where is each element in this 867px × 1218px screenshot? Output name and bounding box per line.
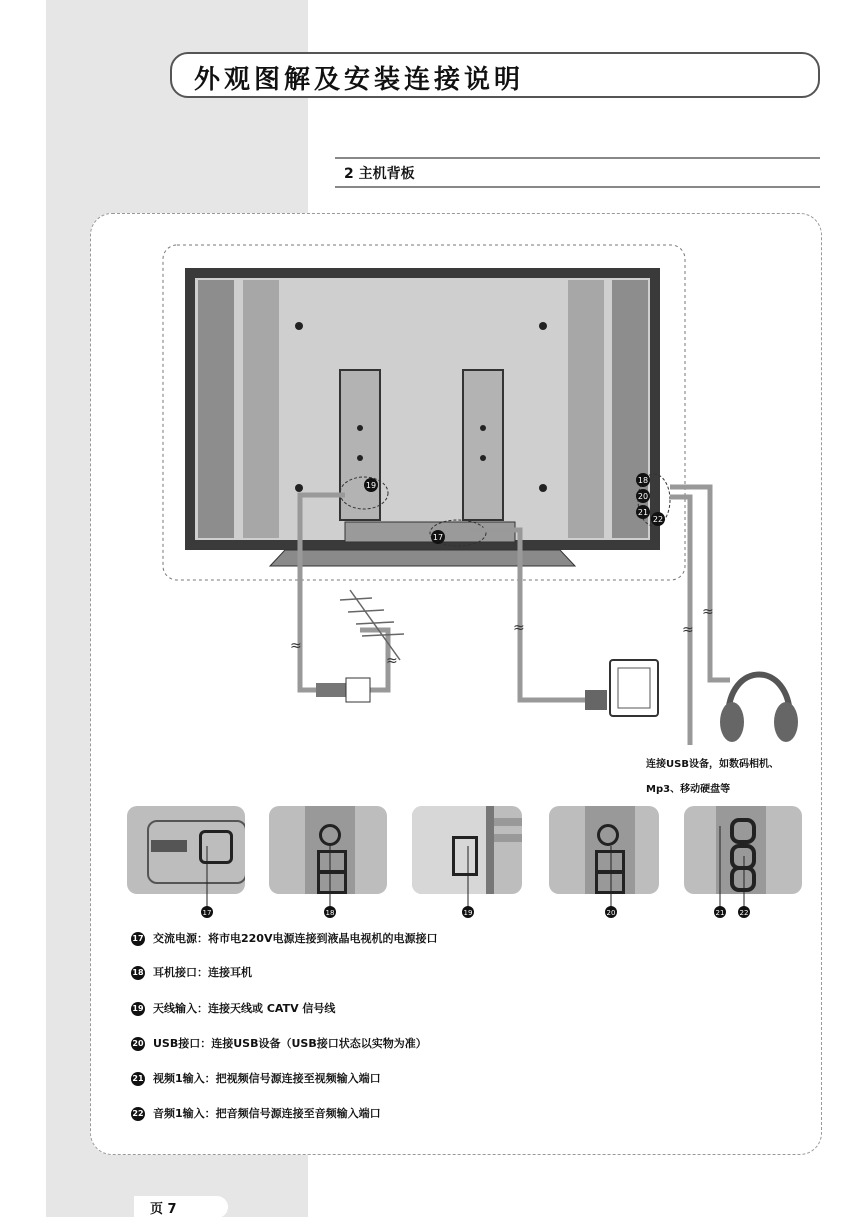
usb-note-line1: 连接USB设备，如数码相机、 xyxy=(646,759,779,770)
thumb-num-20: 20 xyxy=(606,909,616,917)
badge-22: 22 xyxy=(652,515,664,524)
thumb-num-18: 18 xyxy=(325,909,335,917)
legend-item xyxy=(131,1035,427,1051)
legend-number: 20 xyxy=(131,1037,145,1051)
break-mark: ≈ xyxy=(702,604,714,620)
break-mark: ≈ xyxy=(513,620,525,636)
legend-text: 视频1输入：把视频信号源连接至视频输入端口 xyxy=(153,1072,381,1085)
break-mark: ≈ xyxy=(682,622,694,638)
badge-17: 17 xyxy=(432,533,444,542)
page-tab xyxy=(134,1196,228,1218)
legend-number: 22 xyxy=(131,1107,145,1121)
thumb-num-17: 17 xyxy=(202,909,212,917)
legend-text: USB接口：连接USB设备（USB接口状态以实物为准） xyxy=(153,1037,427,1050)
legend-text: 耳机接口：连接耳机 xyxy=(153,966,252,979)
usb-note-line2: Mp3、移动硬盘等 xyxy=(646,784,731,795)
badge-21: 21 xyxy=(637,508,649,517)
legend-number: 17 xyxy=(131,932,145,946)
thumb-num-19: 19 xyxy=(463,909,473,917)
page-number: 页 7 xyxy=(150,1202,177,1217)
break-mark: ≈ xyxy=(290,638,302,654)
legend-item xyxy=(131,1105,381,1121)
legend-item xyxy=(131,964,252,980)
legend-item xyxy=(131,930,437,946)
legend-item xyxy=(131,1070,381,1086)
legend-text: 天线输入：连接天线或 CATV 信号线 xyxy=(153,1002,336,1015)
section-title: 2 主机背板 xyxy=(344,166,415,182)
badge-19: 19 xyxy=(365,481,377,490)
badge-20: 20 xyxy=(637,492,649,501)
page-title: 外观图解及安装连接说明 xyxy=(194,65,525,95)
legend-item xyxy=(131,1000,335,1016)
legend-number: 18 xyxy=(131,966,145,980)
legend-text: 音频1输入：把音频信号源连接至音频输入端口 xyxy=(153,1107,381,1120)
break-mark: ≈ xyxy=(386,653,398,669)
thumb-num-22: 22 xyxy=(739,909,749,917)
legend-number: 19 xyxy=(131,1002,145,1016)
thumb-num-21: 21 xyxy=(715,909,725,917)
badge-18: 18 xyxy=(637,476,649,485)
legend-number: 21 xyxy=(131,1072,145,1086)
legend-text: 交流电源：将市电220V电源连接到液晶电视机的电源接口 xyxy=(153,932,438,945)
